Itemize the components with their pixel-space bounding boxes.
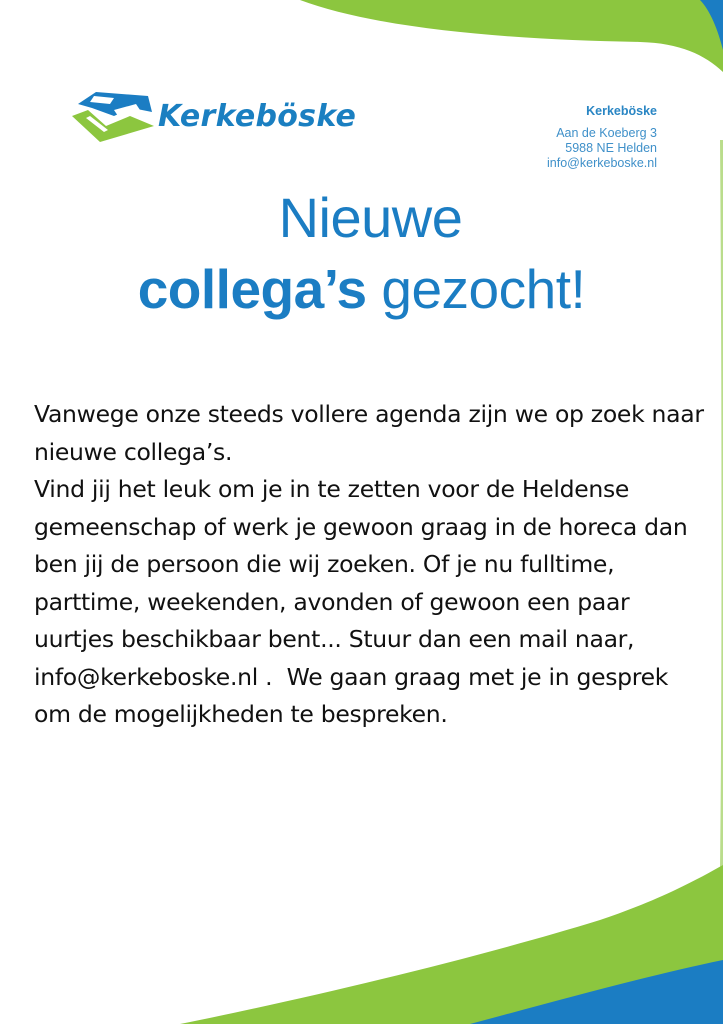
body-paragraph-1: Vanwege onze steeds vollere agenda zijn we op zoek naar nieuwe collega’s. — [34, 400, 711, 466]
headline-line-1: Nieuwe — [278, 186, 463, 249]
brand-logo — [70, 86, 356, 146]
contact-street: Aan de Koeberg 3 — [556, 126, 657, 140]
headline-line-2 — [0, 256, 723, 322]
top-green-swoosh — [300, 0, 723, 72]
kerkeboske-logo-icon — [70, 86, 156, 146]
contact-name: Kerkeböske — [586, 104, 657, 118]
contact-city: 5988 NE Helden — [565, 141, 657, 155]
brand-name: Kerkeböske — [158, 98, 357, 134]
contact-address-block — [547, 104, 657, 171]
headline-bold-word: collega’s — [137, 258, 367, 320]
body-paragraph-3: info@kerkeboske.nl . We gaan graag met je in gesprek om de mogelijkheden te bespreken. — [34, 662, 676, 728]
contact-email[interactable]: info@kerkeboske.nl — [547, 156, 657, 170]
body-text — [34, 396, 711, 734]
headline — [0, 186, 723, 322]
headline-rest: gezocht! — [366, 258, 586, 320]
body-paragraph-2: Vind jij het leuk om je in te zetten voor de Heldense gemeenschap of werk je gewoon graag in de horeca dan ben jij de persoon die wij zoeken. Of je nu fulltime, parttime, weekenden, avonden of gewoon een paar uurtjes beschikbaar bent... Stuur dan een mail naar, — [34, 475, 695, 653]
